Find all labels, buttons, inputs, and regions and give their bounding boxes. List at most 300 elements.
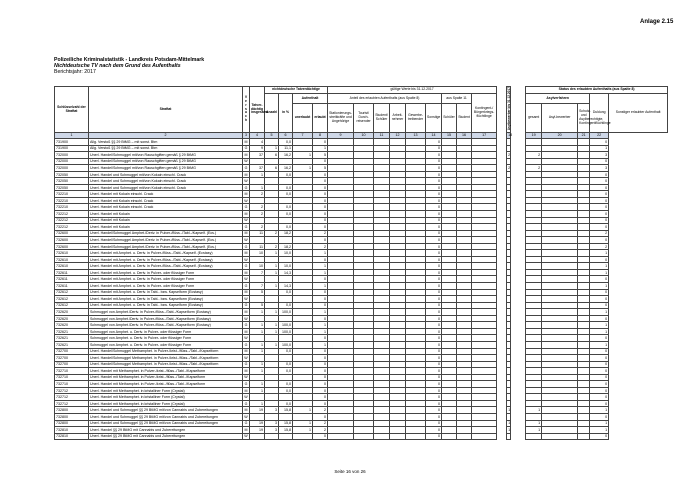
table-cell: M <box>244 139 248 144</box>
table-cell: 18,2 <box>279 243 293 250</box>
table-cell: W <box>244 159 248 164</box>
table-cell: 0 <box>590 374 609 381</box>
table-cell: Unerl. Handel mit Amphet. u. Deriv. in Tabl.- bzw. Kapselform (Ecstasy) <box>89 302 243 309</box>
table-cell: 732800 <box>55 413 89 420</box>
table-cell: 0 <box>590 381 609 388</box>
table-cell: 732621 <box>55 335 89 342</box>
col-asylbewerber-vertical: Asylbewerber bis 31.12.2017 <box>507 87 511 133</box>
table-cell: 1 <box>313 250 328 257</box>
column-number: 8 <box>313 133 328 139</box>
column-number: 13 <box>406 133 426 139</box>
table-cell: W <box>244 218 248 223</box>
table-cell: 2 <box>590 230 609 237</box>
table-cell: Unerl. Handel/Schmuggel Methamphet. in Pulver-/krist.-/flüss.-/Tabl.-/Kapselform <box>89 348 243 355</box>
group-anteil: Anteil des erlaubten Aufenthalts (aus Spalte 8) <box>328 94 442 104</box>
table-cell: Unerl. Handel/Schmuggel mit/von Rauschgiften gemäß § 29 BtMG <box>89 165 243 172</box>
table-cell: 0,0 <box>279 171 293 178</box>
table-cell: Unerl. Handel mit Amphet. u. Deriv. in Pulver- oder flüssiger Form <box>89 276 243 283</box>
table-cell: M <box>244 192 248 197</box>
table-cell: 0 <box>426 158 442 165</box>
table-cell <box>265 433 279 440</box>
table-cell: Unerl. Handel/Schmuggel Amphet./Deriv. in Pulver-/flüss.-/Tabl.-/Kapself. (Ecs.) <box>89 243 243 250</box>
table-cell: 732621 <box>55 328 89 335</box>
column-number: 9 <box>328 133 354 139</box>
table-cell <box>279 433 293 440</box>
table-cell: 0 <box>426 400 442 407</box>
table-cell: 0 <box>590 237 609 244</box>
table-cell: W <box>244 414 248 419</box>
table-cell: 0 <box>426 348 442 355</box>
group-gueltig: gültige Werte bis 31.12.2017 <box>328 87 497 94</box>
table-body <box>55 139 668 440</box>
table-cell: 0 <box>590 171 609 178</box>
table-cell: G <box>243 361 250 368</box>
table-cell: 732800 <box>55 420 89 427</box>
table-cell <box>374 433 390 440</box>
table-cell: 0 <box>426 355 442 362</box>
table-cell: 11 <box>250 243 265 250</box>
table-cell: Unerl. Handel/Schmuggel Amphet./Deriv. in Pulver-/flüss.-/Tabl.-/Kapself. (Ecs.) <box>89 230 243 237</box>
table-cell: 0 <box>426 165 442 172</box>
table-cell: W <box>244 198 248 203</box>
column-number: 3 <box>243 133 250 139</box>
table-cell: 0 <box>426 230 442 237</box>
table-cell: 0 <box>426 309 442 316</box>
table-cell: Unerl. Handel und Schmuggel mit/von Kokain einschl. Crack <box>89 178 243 185</box>
table-cell: Unerl. Handel §§ 29 BtMG mit Cannabis und Zubereitungen <box>89 433 243 440</box>
table-cell: 18,2 <box>279 230 293 237</box>
table-cell: Unerl. Handel mit Amphet. u. Deriv. in Pulver-/flüss.-/Tabl.-/Kapself. (Ecstasy) <box>89 250 243 257</box>
table-cell: 10 <box>250 263 265 270</box>
table-cell: 10,0 <box>279 263 293 270</box>
table-cell: 15,8 <box>279 407 293 414</box>
col-stationierung: Stationierungs-streitkräfte und Angehörige <box>328 104 354 133</box>
table-cell: Unerl. Handel mit Amphet. u. Deriv. in Pulver-/flüss.-/Tabl.-/Kapself. (Ecstasy) <box>89 256 243 263</box>
table-cell: Unerl. Handel und Schmuggel §§ 29 BtMG mit/von Cannabis und Zubereitungen <box>89 407 243 414</box>
table-cell: 1 <box>590 427 609 434</box>
table-cell: 2 <box>508 152 511 157</box>
table-cell: 732600 <box>55 230 89 237</box>
column-number: 10 <box>354 133 374 139</box>
table-cell: 0,0 <box>279 348 293 355</box>
table-cell: 1 <box>590 283 609 290</box>
table-cell: Unerl. Handel mit Kokain einschl. Crack <box>89 191 243 198</box>
table-cell: 732210 <box>55 191 89 198</box>
column-number: 18 <box>508 132 513 137</box>
table-cell: M <box>244 231 248 236</box>
table-cell: 6 <box>265 165 279 172</box>
table-cell: 0 <box>426 407 442 414</box>
table-cell: 0 <box>426 139 442 146</box>
col-sonstige: Sonstige <box>426 104 442 133</box>
table-cell: 14,3 <box>279 269 293 276</box>
table-cell: Unerl. Handel mit Methamphet. in kristalliner Form (Crystal) <box>89 394 243 401</box>
col-student-schueler: Student/ Schüler <box>374 104 390 133</box>
table-cell: 1 <box>250 309 265 316</box>
table-cell: 1 <box>313 283 328 290</box>
table-cell: 1 <box>250 171 265 178</box>
table-cell: 1 <box>250 387 265 394</box>
table-cell: 2 <box>265 243 279 250</box>
table-cell: 3 <box>590 165 609 172</box>
table-cell: 0 <box>590 302 609 309</box>
table-cell: 0,0 <box>279 224 293 231</box>
column-number: 5 <box>265 133 279 139</box>
column-number: 2 <box>89 133 243 139</box>
table-cell: 1 <box>313 263 328 270</box>
table-cell: 732000 <box>55 152 89 159</box>
table-cell: 0 <box>313 296 328 303</box>
table-cell: 6 <box>265 152 279 159</box>
table-cell: 0 <box>590 211 609 218</box>
table-cell: 0 <box>590 296 609 303</box>
col-schluessel: Schlüsselzahl der Straftat <box>55 87 89 133</box>
col-gewerbe: Gewerbe-treibender <box>406 104 426 133</box>
table-cell: 732620 <box>55 322 89 329</box>
table-cell: 732050 <box>55 184 89 191</box>
table-cell: Unerl. Handel und Schmuggel mit/von Kokain einschl. Crack <box>89 171 243 178</box>
table-cell: 0 <box>426 178 442 185</box>
page-footer: Seite 16 von 26 <box>334 469 366 474</box>
column-number: 14 <box>426 133 442 139</box>
table-cell: 2 <box>250 211 265 218</box>
table-cell: 0 <box>590 289 609 296</box>
col-versuch: V e r s u c h <box>243 87 250 133</box>
table-cell: 0 <box>313 368 328 375</box>
table-cell: 0 <box>426 361 442 368</box>
table-cell: 732612 <box>55 296 89 303</box>
table-cell: 1 <box>313 328 328 335</box>
table-cell: 0 <box>590 184 609 191</box>
column-gap <box>511 433 526 440</box>
table-cell: M <box>244 427 248 432</box>
col-erlaubt: erlaubt <box>313 104 328 133</box>
table-cell: 5 <box>313 165 328 172</box>
table-cell: 0 <box>590 387 609 394</box>
table-cell: 0 <box>426 204 442 211</box>
table-cell: Unerl. Handel mit Methamphet. in kristalliner Form (Crystal) <box>89 387 243 394</box>
table-cell: W <box>244 179 248 184</box>
table-cell: Unerl. Handel mit Kokain <box>89 217 243 224</box>
col-tatverdaechtig: Tatver-dächtig insgesamt <box>250 87 265 133</box>
table-cell: 1 <box>265 250 279 257</box>
year-value: 2017 <box>84 69 96 75</box>
table-cell: 1 <box>250 348 265 355</box>
table-cell: 732600 <box>55 237 89 244</box>
table-cell: 1 <box>313 309 328 316</box>
group-status: Status des erlaubten Aufenthalts (aus Spalte 8) <box>526 87 668 94</box>
table-cell <box>442 433 457 440</box>
table-cell: 732612 <box>55 302 89 309</box>
table-cell: 732000 <box>55 158 89 165</box>
table-cell: 0 <box>590 355 609 362</box>
table-cell: G <box>243 283 250 290</box>
table-cell: 731900 <box>55 145 89 152</box>
table-cell: M <box>244 408 248 413</box>
table-cell: 732600 <box>55 243 89 250</box>
table-cell: G <box>243 165 250 172</box>
table-cell: W <box>244 316 248 321</box>
table-cell: 0,0 <box>279 289 293 296</box>
table-cell: G <box>243 400 250 407</box>
col-kontingent: Kontingent-/ Bürgerkriegs-flüchtlinge <box>472 94 497 133</box>
table-cell: Schmuggel von Amphet./Deriv. in Pulver-/flüss.-/Tabl.-/Kapselform (Ecstasy) <box>89 309 243 316</box>
table-cell: 732620 <box>55 309 89 316</box>
table-cell: Unerl. Handel mit Kokain <box>89 224 243 231</box>
table-cell: 100,0 <box>279 341 293 348</box>
table-cell: 1 <box>265 269 279 276</box>
table-cell: 732610 <box>55 250 89 257</box>
table-cell: 14,3 <box>279 283 293 290</box>
table-cell: Unerl. Handel/Schmuggel Amphet./Deriv. in Pulver-/flüss.-/Tabl.-/Kapself. (Ecs.) <box>89 237 243 244</box>
table-cell: 732810 <box>55 433 89 440</box>
table-cell: 1 <box>250 361 265 368</box>
table-cell: G <box>243 302 250 309</box>
table-cell: 0,0 <box>279 139 293 146</box>
table-cell: 2 <box>313 427 328 434</box>
table-cell: W <box>244 355 248 360</box>
table-cell: G <box>243 381 250 388</box>
table-cell: 0 <box>313 178 328 185</box>
table-cell: 0 <box>590 335 609 342</box>
table-cell: 2 <box>265 230 279 237</box>
table-cell: 0 <box>313 381 328 388</box>
table-cell: 11 <box>250 230 265 237</box>
table-cell: 0 <box>426 289 442 296</box>
table-cell: 732621 <box>55 341 89 348</box>
table-cell: Unerl. Handel und Schmuggel §§ 29 BtMG mit/von Cannabis und Zubereitungen <box>89 420 243 427</box>
table-cell: 732810 <box>55 427 89 434</box>
table-cell: 0 <box>426 283 442 290</box>
column-number: 12 <box>390 133 406 139</box>
table-cell: 19 <box>250 427 265 434</box>
table-cell: 732210 <box>55 197 89 204</box>
table-cell: 0 <box>590 204 609 211</box>
col-student: Student <box>457 104 472 133</box>
table-cell: 0 <box>313 204 328 211</box>
table-cell: 0,0 <box>279 184 293 191</box>
table-cell: 0 <box>426 341 442 348</box>
table-cell: 0,0 <box>279 211 293 218</box>
table-cell: 0 <box>426 211 442 218</box>
table-cell: 732611 <box>55 283 89 290</box>
table-cell: 0 <box>313 171 328 178</box>
group-aus-spalte: aus Spalte 11 <box>442 94 472 104</box>
table-cell: 100,0 <box>279 328 293 335</box>
table-cell: 0 <box>590 394 609 401</box>
column-gap <box>497 433 507 440</box>
table-cell: 1 <box>313 341 328 348</box>
table-cell: 100,0 <box>279 309 293 316</box>
table-cell: 732620 <box>55 315 89 322</box>
table-cell: 0 <box>426 250 442 257</box>
table-cell: Allg. Verstoß §§ 29 BtMG – mit sonst. Btm <box>89 145 243 152</box>
table-cell: 731900 <box>55 139 89 146</box>
table-cell: 0 <box>313 256 328 263</box>
table-cell: 0 <box>590 197 609 204</box>
table-cell: 0 <box>426 394 442 401</box>
table-cell: 0 <box>426 237 442 244</box>
table-cell: 1 <box>265 263 279 270</box>
table-cell: G <box>243 420 250 427</box>
table-cell: W <box>244 257 248 262</box>
table-cell: 732710 <box>55 368 89 375</box>
table-cell: 4 <box>250 139 265 146</box>
table-cell: 0 <box>426 224 442 231</box>
table-cell: 0,0 <box>279 387 293 394</box>
table-cell: 10 <box>250 250 265 257</box>
table-cell: G <box>243 263 250 270</box>
table-cell: 2 <box>250 191 265 198</box>
table-cell: 732700 <box>55 355 89 362</box>
table-cell: 1 <box>265 322 279 329</box>
table-cell: 0 <box>313 348 328 355</box>
table-cell: 0 <box>313 335 328 342</box>
table-cell: 732712 <box>55 400 89 407</box>
table-cell: 2 <box>250 204 265 211</box>
table-cell <box>390 433 406 440</box>
table-cell: Unerl. Handel mit Amphet. u. Deriv. in Pulver-/flüss.-/Tabl.-/Kapself. (Ecstasy) <box>89 263 243 270</box>
table-cell: 732700 <box>55 348 89 355</box>
table-cell <box>406 433 426 440</box>
table-cell: 3 <box>265 407 279 414</box>
table-cell: 0 <box>313 217 328 224</box>
table-cell: M <box>244 368 248 373</box>
table-cell: 37 <box>250 165 265 172</box>
col-anzahl: Anzahl <box>265 94 279 133</box>
table-cell: 37 <box>250 152 265 159</box>
column-number: 21 <box>578 133 590 139</box>
table-cell: Unerl. Handel/Schmuggel mit/von Rauschgiften gemäß § 29 BtMG <box>89 158 243 165</box>
table-cell: 0 <box>426 328 442 335</box>
table-cell: 732212 <box>55 217 89 224</box>
table-cell: 0 <box>590 433 609 440</box>
column-number: 15 <box>442 133 457 139</box>
table-cell: M <box>244 329 248 334</box>
table-cell: 19 <box>250 420 265 427</box>
table-cell: 5 <box>250 302 265 309</box>
table-cell: 0 <box>590 361 609 368</box>
table-cell: 1 <box>590 322 609 329</box>
table-cell: 1 <box>526 427 542 434</box>
table-cell: 0 <box>313 302 328 309</box>
table-cell: 16,2 <box>279 165 293 172</box>
table-cell: 19 <box>250 407 265 414</box>
table-cell: 0,0 <box>279 361 293 368</box>
table-cell: 0 <box>426 197 442 204</box>
table-cell: 1 <box>250 184 265 191</box>
table-cell: 0 <box>313 355 328 362</box>
table-cell: W <box>244 277 248 282</box>
table-cell: 732611 <box>55 276 89 283</box>
table-cell: 0 <box>590 158 609 165</box>
year-label: Berichtsjahr: <box>54 69 83 75</box>
table-cell: 2 <box>508 165 511 170</box>
col-asylbew: Asyl-bewerber <box>542 104 578 133</box>
table-cell: 732050 <box>55 178 89 185</box>
table-cell: 0,0 <box>279 368 293 375</box>
table-cell: Unerl. Handel §§ 29 BtMG mit Cannabis und Zubereitungen <box>89 427 243 434</box>
table-cell: 0 <box>426 302 442 309</box>
table-cell: 0 <box>426 413 442 420</box>
table-cell: 1 <box>590 420 609 427</box>
table-cell: 0 <box>590 139 609 146</box>
table-cell: 0 <box>426 335 442 342</box>
column-number: 1 <box>55 133 89 139</box>
table-cell: Allg. Verstoß §§ 29 BtMG – mit sonst. Btm <box>89 139 243 146</box>
group-nichtdeutsch: nichtdeutsche Tatverdächtige <box>265 87 328 94</box>
table-cell: 0 <box>426 152 442 159</box>
column-number: 7 <box>293 133 313 139</box>
column-number: 17 <box>472 133 497 139</box>
table-cell: 2 <box>313 420 328 427</box>
table-cell: 1 <box>526 420 542 427</box>
table-cell: 0 <box>590 256 609 263</box>
column-number: 6 <box>279 133 293 139</box>
table-cell: 0 <box>590 217 609 224</box>
table-cell: 1 <box>250 322 265 329</box>
table-cell <box>526 433 542 440</box>
table-cell: Unerl. Handel mit Amphet. u. Deriv. in Tabl.- bzw. Kapselform (Ecstasy) <box>89 296 243 303</box>
table-cell: 1 <box>250 381 265 388</box>
table-cell: 5 <box>313 152 328 159</box>
table-cell: 1 <box>250 341 265 348</box>
table-cell: Unerl. Handel mit Methamphet. in Pulver-/krist.-/flüss.-/Tabl.-/Kapselform <box>89 368 243 375</box>
table-cell: 0 <box>313 374 328 381</box>
table-cell: 0 <box>426 145 442 152</box>
table-cell: 0 <box>426 217 442 224</box>
table-cell: 0 <box>313 224 328 231</box>
column-number: 16 <box>457 133 472 139</box>
table-cell: 1 <box>590 250 609 257</box>
table-cell: 0 <box>426 387 442 394</box>
column-number: 11 <box>374 133 390 139</box>
table-cell: Unerl. Handel mit Methamphet. in kristalliner Form (Crystal) <box>89 400 243 407</box>
table-cell: 2 <box>526 165 542 172</box>
table-cell: 1 <box>265 309 279 316</box>
table-cell: 1 <box>265 145 279 152</box>
table-cell: 0,0 <box>279 204 293 211</box>
table-cell: Unerl. Handel mit Kokain einschl. Crack <box>89 204 243 211</box>
table-cell: G <box>243 145 250 152</box>
table-cell: 732611 <box>55 269 89 276</box>
table-cell: 0 <box>313 191 328 198</box>
table-cell: 1 <box>293 152 313 159</box>
table-cell: 732710 <box>55 374 89 381</box>
table-cell: W <box>244 375 248 380</box>
table-cell <box>542 433 578 440</box>
table-cell: 0 <box>426 315 442 322</box>
table-cell: Unerl. Handel/Schmuggel Methamphet. in Pulver-/krist.-/flüss.-/Tabl.-/Kapselform <box>89 355 243 362</box>
col-gesamt: gesamt <box>526 104 542 133</box>
table-cell: 2 <box>250 224 265 231</box>
table-cell: W <box>244 336 248 341</box>
table-cell: 0,0 <box>279 191 293 198</box>
table-cell: M <box>244 388 248 393</box>
table-cell: 0 <box>426 243 442 250</box>
table-cell: G <box>243 224 250 231</box>
table-cell: 0 <box>426 368 442 375</box>
table-cell: Unerl. Handel mit Methamphet. in Pulver-/krist.-/flüss.-/Tabl.-/Kapselform <box>89 374 243 381</box>
table-cell: 0 <box>313 413 328 420</box>
table-cell: 732610 <box>55 256 89 263</box>
column-number: 22 <box>590 133 609 139</box>
table-cell: M <box>244 251 248 256</box>
group-asyl: Asylverfahren <box>526 94 590 104</box>
table-cell: 1 <box>508 421 511 426</box>
table-cell: 5 <box>250 289 265 296</box>
table-cell: 0 <box>426 171 442 178</box>
